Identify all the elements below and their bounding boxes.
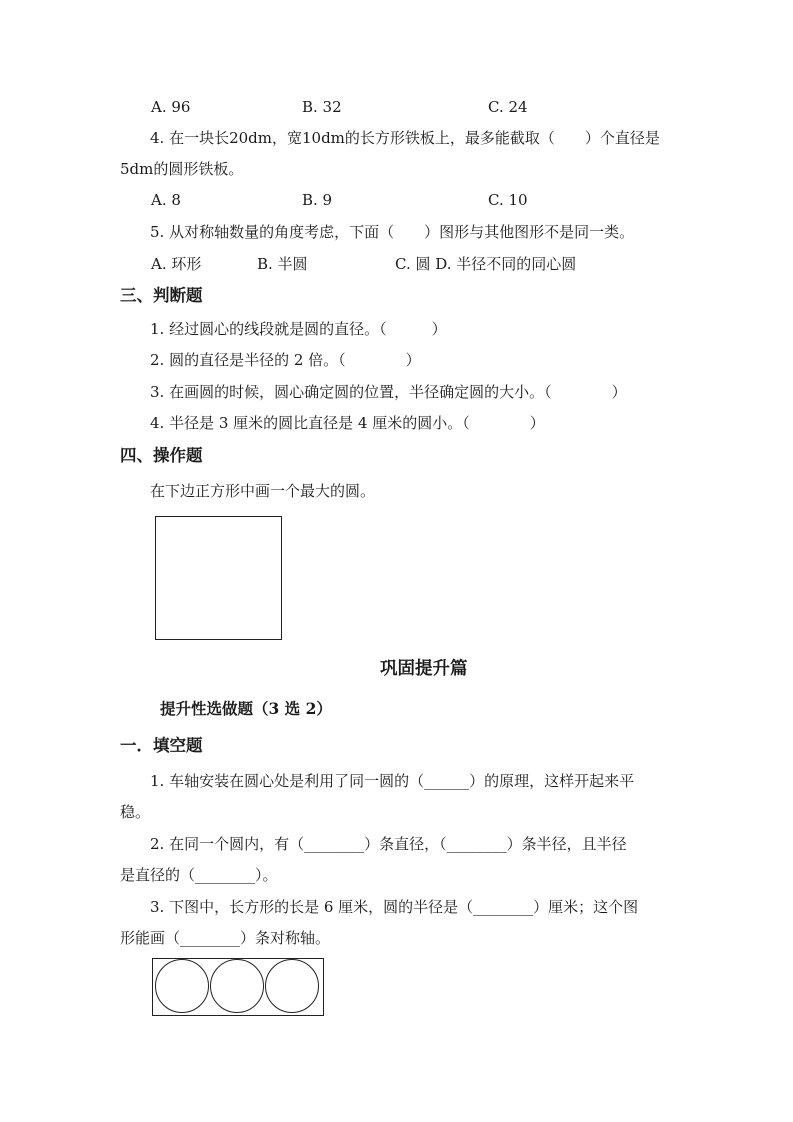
q5-option-cd: C. 圆 D. 半径不同的同心圆 — [395, 255, 577, 273]
fill-q1-line2: 稳。 — [120, 803, 151, 821]
fill-q2-line1: 2. 在同一个圆内，有（________）条直径，（________）条半径，且半径 — [150, 835, 627, 853]
q4-option-c: C. 10 — [488, 191, 528, 209]
q4-option-a: A. 8 — [151, 191, 181, 209]
fill-q3-line2: 形能画（________）条对称轴。 — [120, 929, 331, 947]
section-4-heading: 四、操作题 — [120, 446, 203, 465]
fill-q3-line1: 3. 下图中，长方形的长是 6 厘米，圆的半径是（________）厘米；这个图 — [150, 898, 639, 916]
question-5-line1: 5. 从对称轴数量的角度考虑，下面（ ）图形与其他图形不是同一类。 — [150, 223, 635, 241]
judge-item-2: 2. 圆的直径是半径的 2 倍。（ ） — [150, 351, 421, 369]
fill-q1-line1: 1. 车轴安装在圆心处是利用了同一圆的（______）的原理，这样开起来平 — [150, 772, 635, 790]
section-4-instruction: 在下边正方形中画一个最大的圆。 — [150, 482, 376, 500]
question-4-line2: 5dm的圆形铁板。 — [120, 160, 244, 178]
fill-section-heading: 一．填空题 — [120, 736, 203, 755]
option-c: C. 24 — [488, 98, 528, 116]
option-b: B. 32 — [302, 98, 342, 116]
q5-option-a: A. 环形 — [151, 255, 202, 273]
part-subtitle: 提升性选做题（3 选 2） — [160, 699, 332, 718]
judge-item-1: 1. 经过圆心的线段就是圆的直径。（ ） — [150, 320, 447, 338]
fill-q2-line2: 是直径的（________）。 — [120, 866, 278, 884]
circle-3 — [265, 959, 319, 1013]
section-3-heading: 三、判断题 — [120, 286, 203, 305]
judge-item-3: 3. 在画圆的时候，圆心确定圆的位置，半径确定圆的大小。（ ） — [150, 383, 627, 401]
q5-option-b: B. 半圆 — [257, 255, 308, 273]
part-title: 巩固提升篇 — [380, 659, 468, 679]
circle-2 — [210, 959, 264, 1013]
rectangle-with-circles-figure — [152, 958, 324, 1016]
judge-item-4: 4. 半径是 3 厘米的圆比直径是 4 厘米的圆小。（ ） — [150, 414, 545, 432]
option-a: A. 96 — [151, 98, 191, 116]
drawing-square — [155, 516, 282, 640]
question-4-line1: 4. 在一块长20dm，宽10dm的长方形铁板上，最多能截取（ ）个直径是 — [150, 129, 660, 147]
circle-1 — [155, 959, 209, 1013]
q4-option-b: B. 9 — [302, 191, 333, 209]
